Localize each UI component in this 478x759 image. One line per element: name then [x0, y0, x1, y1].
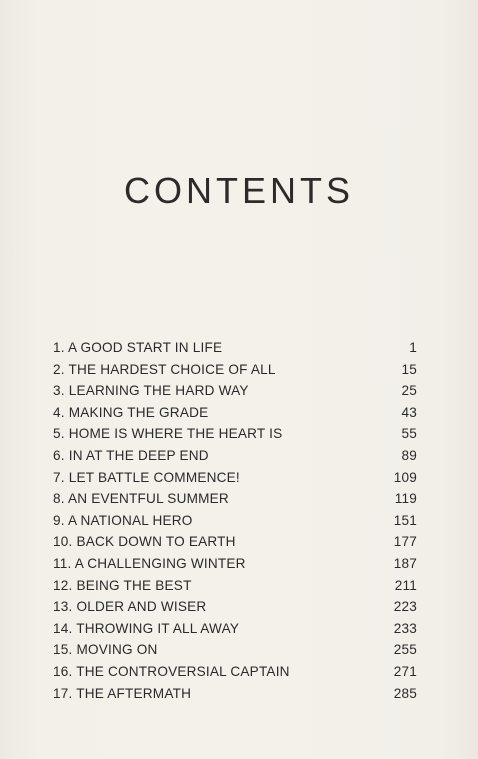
chapter-title: 1. A GOOD START IN LIFE	[53, 340, 223, 355]
toc-entry	[53, 642, 417, 664]
contents-heading: CONTENTS	[124, 170, 354, 211]
page-number: 89	[401, 447, 417, 463]
page-number: 223	[393, 599, 417, 615]
page-number: 15	[401, 361, 417, 377]
chapter-title: 12. BEING THE BEST	[53, 577, 192, 593]
chapter-title: 6. IN AT THE DEEP END	[53, 447, 209, 463]
toc-entry	[53, 621, 417, 643]
toc-entry	[53, 383, 417, 405]
chapter-title: 7. LET BATTLE COMMENCE!	[53, 469, 240, 485]
page-number: 43	[401, 404, 417, 420]
toc-entry	[53, 578, 417, 600]
toc-entry	[53, 448, 417, 470]
toc-entry	[53, 534, 417, 556]
page-number: 1	[409, 340, 417, 355]
toc-entry	[53, 362, 417, 384]
chapter-title: 14. THROWING IT ALL AWAY	[53, 620, 240, 636]
chapter-title: 8. AN EVENTFUL SUMMER	[53, 491, 229, 507]
page-number: 109	[393, 469, 417, 485]
chapter-title: 13. OLDER AND WISER	[53, 599, 207, 615]
page-number: 255	[393, 642, 417, 658]
chapter-title: 2. THE HARDEST CHOICE OF ALL	[53, 361, 276, 377]
toc-entry	[53, 686, 417, 708]
chapter-title: 10. BACK DOWN TO EARTH	[53, 534, 236, 550]
chapter-title: 11. A CHALLENGING WINTER	[53, 555, 246, 571]
page-number: 177	[393, 534, 417, 550]
chapter-title: 9. A NATIONAL HERO	[53, 512, 193, 528]
toc-entry	[53, 513, 417, 535]
toc-entry	[53, 491, 417, 513]
chapter-title: 16. THE CONTROVERSIAL CAPTAIN	[53, 663, 290, 679]
toc-entry	[53, 470, 417, 492]
page-number: 271	[393, 663, 417, 679]
page-number: 151	[393, 512, 417, 528]
page-number: 187	[393, 555, 417, 571]
chapter-title: 3. LEARNING THE HARD WAY	[53, 383, 249, 399]
page-number: 211	[394, 577, 417, 593]
toc-entry	[53, 556, 417, 578]
toc-entry	[53, 664, 417, 686]
page-number: 119	[394, 491, 417, 507]
page-number: 55	[401, 426, 417, 442]
chapter-title: 15. MOVING ON	[53, 642, 158, 658]
chapter-title: 17. THE AFTERMATH	[53, 685, 192, 701]
chapter-title: 4. MAKING THE GRADE	[53, 404, 209, 420]
toc-entry	[53, 340, 417, 362]
toc-entry	[53, 426, 417, 448]
page-number: 233	[393, 620, 417, 636]
page-number: 285	[393, 685, 417, 701]
table-of-contents	[53, 340, 417, 707]
chapter-title: 5. HOME IS WHERE THE HEART IS	[53, 426, 283, 442]
toc-entry	[53, 599, 417, 621]
toc-entry	[53, 405, 417, 427]
page-number: 25	[401, 383, 417, 399]
